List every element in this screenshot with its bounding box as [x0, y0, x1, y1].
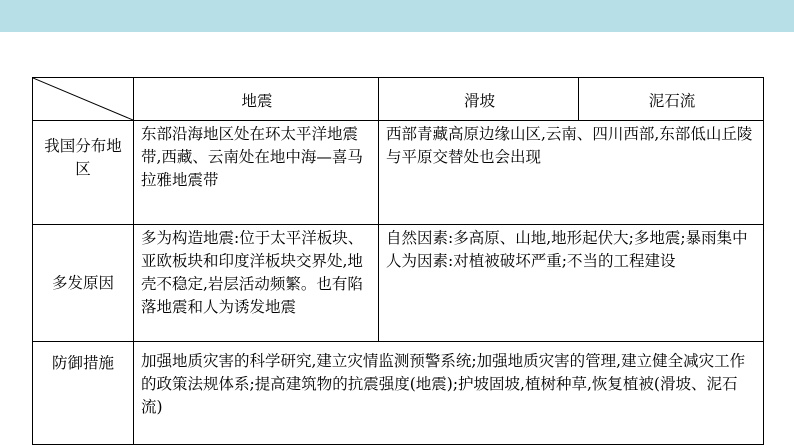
- row-label-distribution: [33, 121, 134, 225]
- row-label-line: 区: [75, 160, 91, 178]
- header-row: [33, 78, 764, 121]
- row-label-line: 我国分布地: [44, 137, 122, 155]
- table-row: [33, 225, 764, 342]
- diagonal-line: [33, 78, 133, 120]
- prevention-measures: 加强地质灾害的科学研究,建立灾情监测预警系统;加强地质灾害的管理,建立健全减灾工作的政策法规体系;提高建筑物的抗震强度(地震);护坡固坡,植树种草,恢复植被(滑坡、泥石流): [134, 342, 764, 445]
- causes-landslide-mudflow: [379, 225, 764, 342]
- causes-earthquake: 多为构造地震:位于太平洋板块、亚欧板块和印度洋板块交界处,地壳不稳定,岩层活动频繁。也有陷落地震和人为诱发地震: [134, 225, 379, 342]
- human-factors: 人为因素:对植被破坏严重;不当的工程建设: [386, 252, 676, 270]
- distribution-landslide-mudflow: 西部青藏高原边缘山区,云南、四川西部,东部低山丘陵与平原交替处也会出现: [379, 121, 764, 225]
- corner-cell: [33, 78, 134, 121]
- table-row: [33, 342, 764, 445]
- table-row: [33, 121, 764, 225]
- natural-factors: 自然因素:多高原、山地,地形起伏大;多地震;暴雨集中: [386, 229, 748, 247]
- header-landslide: 滑坡: [379, 78, 579, 121]
- row-label-prevention: 防御措施: [33, 342, 134, 445]
- header-band: [0, 0, 794, 32]
- header-earthquake: 地震: [134, 78, 379, 121]
- distribution-earthquake: 东部沿海地区处在环太平洋地震带,西藏、云南处在地中海—喜马拉雅地震带: [134, 121, 379, 225]
- row-label-causes: 多发原因: [33, 225, 134, 342]
- header-mudflow: 泥石流: [579, 78, 764, 121]
- disaster-table: [32, 77, 764, 445]
